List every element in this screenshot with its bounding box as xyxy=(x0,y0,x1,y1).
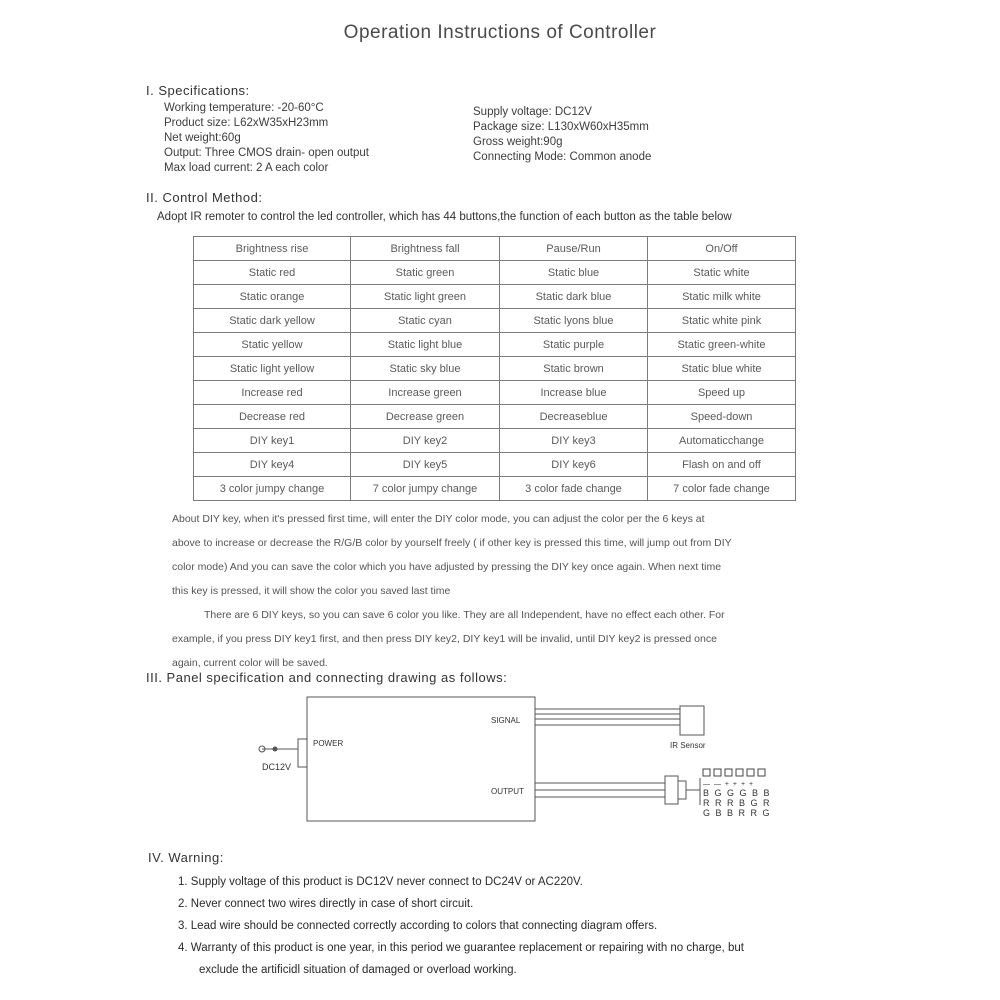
spec-line: Product size: L62xW35xH23mm xyxy=(164,117,329,129)
output-connector xyxy=(665,776,678,804)
paragraph-line: this key is pressed, it will show the color you saved last time xyxy=(172,585,451,597)
paragraph-line: There are 6 DIY keys, so you can save 6 color you like. They are all Independent, have no effect each other. For xyxy=(204,609,725,621)
section-heading-panel: III. Panel specification and connecting drawing as follows: xyxy=(146,670,508,685)
pin-box xyxy=(758,769,765,776)
spec-line: Working temperature: -20-60°C xyxy=(164,102,324,114)
pin-box xyxy=(714,769,721,776)
table-cell: Automaticchange xyxy=(648,429,796,453)
warning-item: 2. Never connect two wires directly in case of short circuit. xyxy=(178,898,474,910)
table-cell: Static lyons blue xyxy=(500,309,648,333)
paragraph-line: About DIY key, when it's pressed first time, will enter the DIY color mode, you can adjust the color per the 6 keys at xyxy=(172,513,705,525)
table-cell: DIY key2 xyxy=(351,429,500,453)
spec-line: Connecting Mode: Common anode xyxy=(473,151,652,163)
table-cell: Static light yellow xyxy=(194,357,351,381)
table-cell: DIY key5 xyxy=(351,453,500,477)
power-terminal-dot xyxy=(273,747,278,752)
signal-label: SIGNAL xyxy=(491,716,521,725)
table-cell: Static orange xyxy=(194,285,351,309)
ir-sensor xyxy=(680,706,704,735)
table-cell: Decreaseblue xyxy=(500,405,648,429)
warning-item: 4. Warranty of this product is one year, in this period we guarantee replacement or repairing with no charge, but xyxy=(178,942,744,954)
output-label: OUTPUT xyxy=(491,787,524,796)
spec-line: Gross weight:90g xyxy=(473,136,563,148)
table-cell: DIY key6 xyxy=(500,453,648,477)
table-cell: Static green xyxy=(351,261,500,285)
table-cell: Decrease green xyxy=(351,405,500,429)
table-cell: Brightness rise xyxy=(194,237,351,261)
pin-row-1: B G G G B B xyxy=(703,788,772,798)
table-cell: Flash on and off xyxy=(648,453,796,477)
warning-item: exclude the artificidl situation of damaged or overload working. xyxy=(199,964,517,976)
table-cell: Static brown xyxy=(500,357,648,381)
table-cell: Static green-white xyxy=(648,333,796,357)
table-cell: Speed up xyxy=(648,381,796,405)
table-cell: Static dark yellow xyxy=(194,309,351,333)
table-cell: Increase blue xyxy=(500,381,648,405)
pin-boxes xyxy=(703,769,765,776)
table-cell: 3 color jumpy change xyxy=(194,477,351,501)
table-cell: Static dark blue xyxy=(500,285,648,309)
page-title: Operation Instructions of Controller xyxy=(343,22,657,43)
table-cell: 7 color fade change xyxy=(648,477,796,501)
paragraph-line: again, current color will be saved. xyxy=(172,657,328,669)
table-cell: Brightness fall xyxy=(351,237,500,261)
warning-item: 3. Lead wire should be connected correctly according to colors that connecting diagram offers. xyxy=(178,920,658,932)
pin-box xyxy=(725,769,732,776)
table-cell: Static blue white xyxy=(648,357,796,381)
power-label: POWER xyxy=(313,739,344,748)
table-cell: Increase green xyxy=(351,381,500,405)
section-heading-warning: IV. Warning: xyxy=(148,850,224,865)
control-method-intro: Adopt IR remoter to control the led controller, which has 44 buttons,the function of each button as the table below xyxy=(157,211,732,223)
table-cell: DIY key4 xyxy=(194,453,351,477)
table-cell: Static purple xyxy=(500,333,648,357)
spec-line: Max load current: 2 A each color xyxy=(164,162,329,174)
table-cell: Decrease red xyxy=(194,405,351,429)
paragraph-line: example, if you press DIY key1 first, and then press DIY key2, DIY key1 will be invalid, until DIY key2 is pressed once xyxy=(172,633,717,645)
pin-sign-row: — — + + + + xyxy=(703,781,755,788)
table-cell: Speed-down xyxy=(648,405,796,429)
table-cell: Increase red xyxy=(194,381,351,405)
table-cell: 7 color jumpy change xyxy=(351,477,500,501)
spec-line: Supply voltage: DC12V xyxy=(473,106,592,118)
table-cell: Static sky blue xyxy=(351,357,500,381)
table-cell: Static light blue xyxy=(351,333,500,357)
pin-box xyxy=(747,769,754,776)
pin-box xyxy=(703,769,710,776)
table-cell: DIY key1 xyxy=(194,429,351,453)
table-cell: Static yellow xyxy=(194,333,351,357)
table-cell: On/Off xyxy=(648,237,796,261)
table-cell: Static white pink xyxy=(648,309,796,333)
power-plug xyxy=(298,739,307,767)
ir-sensor-label: IR Sensor xyxy=(670,741,706,750)
section-heading-control-method: II. Control Method: xyxy=(146,190,263,205)
output-connector-tip xyxy=(678,781,686,799)
table-cell: Static blue xyxy=(500,261,648,285)
section-heading-specifications: I. Specifications: xyxy=(146,83,250,98)
table-cell: Static light green xyxy=(351,285,500,309)
table-cell: Pause/Run xyxy=(500,237,648,261)
warning-item: 1. Supply voltage of this product is DC12V never connect to DC24V or AC220V. xyxy=(178,876,583,888)
dc12v-label: DC12V xyxy=(262,762,292,772)
pin-row-2: R R R B G R xyxy=(703,798,772,808)
spec-line: Output: Three CMOS drain- open output xyxy=(164,147,369,159)
table-cell: 3 color fade change xyxy=(500,477,648,501)
spec-line: Net weight:60g xyxy=(164,132,241,144)
paragraph-line: above to increase or decrease the R/G/B color by yourself freely ( if other key is pressed this time, will jump out from DIY xyxy=(172,537,732,549)
warning-list xyxy=(178,871,744,981)
pin-row-3: G B B R R G xyxy=(703,808,772,818)
pin-box xyxy=(736,769,743,776)
table-cell: Static milk white xyxy=(648,285,796,309)
table-cell: Static white xyxy=(648,261,796,285)
paragraph-line: color mode) And you can save the color which you have adjusted by pressing the DIY key once again. When next time xyxy=(172,561,722,573)
spec-line: Package size: L130xW60xH35mm xyxy=(473,121,649,133)
table-cell: Static red xyxy=(194,261,351,285)
table-cell: DIY key3 xyxy=(500,429,648,453)
table-cell: Static cyan xyxy=(351,309,500,333)
